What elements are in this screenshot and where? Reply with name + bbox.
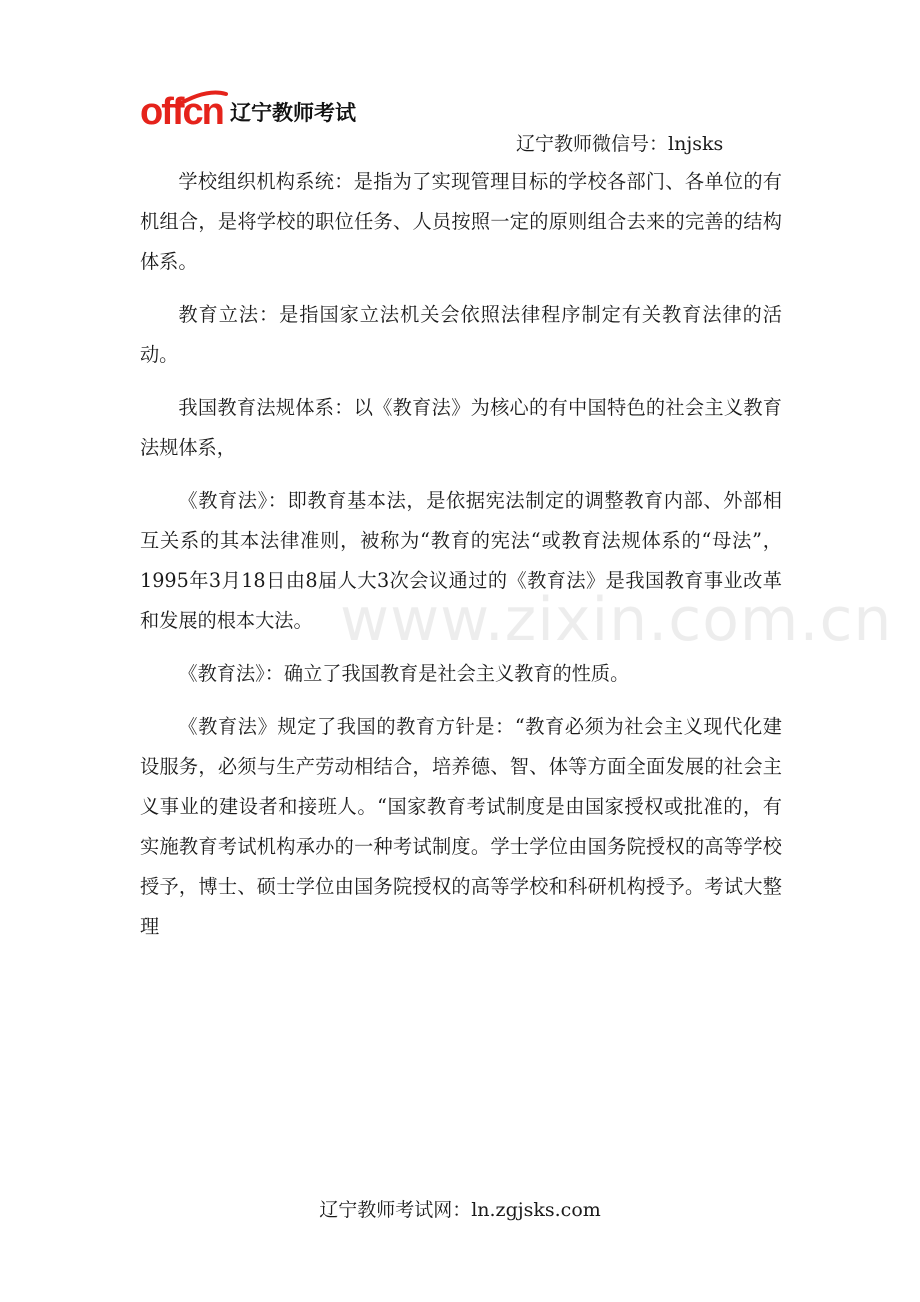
logo-wordmark: offcn: [140, 91, 223, 132]
paragraph-education-policy: 《教育法》规定了我国的教育方针是：“教育必须为社会主义现代化建设服务，必须与生产劳动相结合，培养德、智、体等方面全面发展的社会主义事业的建设者和接班人。“国家教育考试制度是由国家授权或批准的，有实施教育考试机构承办的一种考试制度。学士学位由国务院授权的高等学校授予，博士、硕士学位由国务院授权的高等学校和科研机构授予。考试大整理: [140, 715, 782, 938]
paragraph-school-organization: 学校组织机构系统：是指为了实现管理目标的学校各部门、各单位的有机组合，是将学校的职位任务、人员按照一定的原则组合去来的完善的结构体系。: [140, 170, 782, 273]
paragraph-legal-system: 我国教育法规体系：以《教育法》为核心的有中国特色的社会主义教育法规体系，: [140, 396, 782, 459]
offcn-logo: [140, 86, 370, 132]
paragraph-education-nature: 《教育法》：确立了我国教育是社会主义教育的性质。: [178, 662, 630, 685]
paragraph-education-law: 《教育法》：即教育基本法，是依据宪法制定的调整教育内部、外部相互关系的其本法律准则，被称为“教育的宪法“或教育法规体系的“母法”，1995年3月18日由8届人大3次会议通过的《教育法》是我国教育事业改革和发展的根本大法。: [140, 489, 782, 632]
logo-subtitle: 辽宁教师考试: [230, 101, 356, 125]
offcn-logo-graphic: [140, 86, 370, 132]
paragraph-education-legislation: 教育立法：是指国家立法机关会依照法律程序制定有关教育法律的活动。: [140, 303, 782, 366]
wechat-id: 辽宁教师微信号：lnjsks: [516, 133, 724, 155]
document-body: [140, 162, 782, 947]
footer-website: 辽宁教师考试网：ln.zgjsks.com: [319, 1199, 601, 1221]
watermark: www.zixin.com.cn: [340, 585, 893, 655]
